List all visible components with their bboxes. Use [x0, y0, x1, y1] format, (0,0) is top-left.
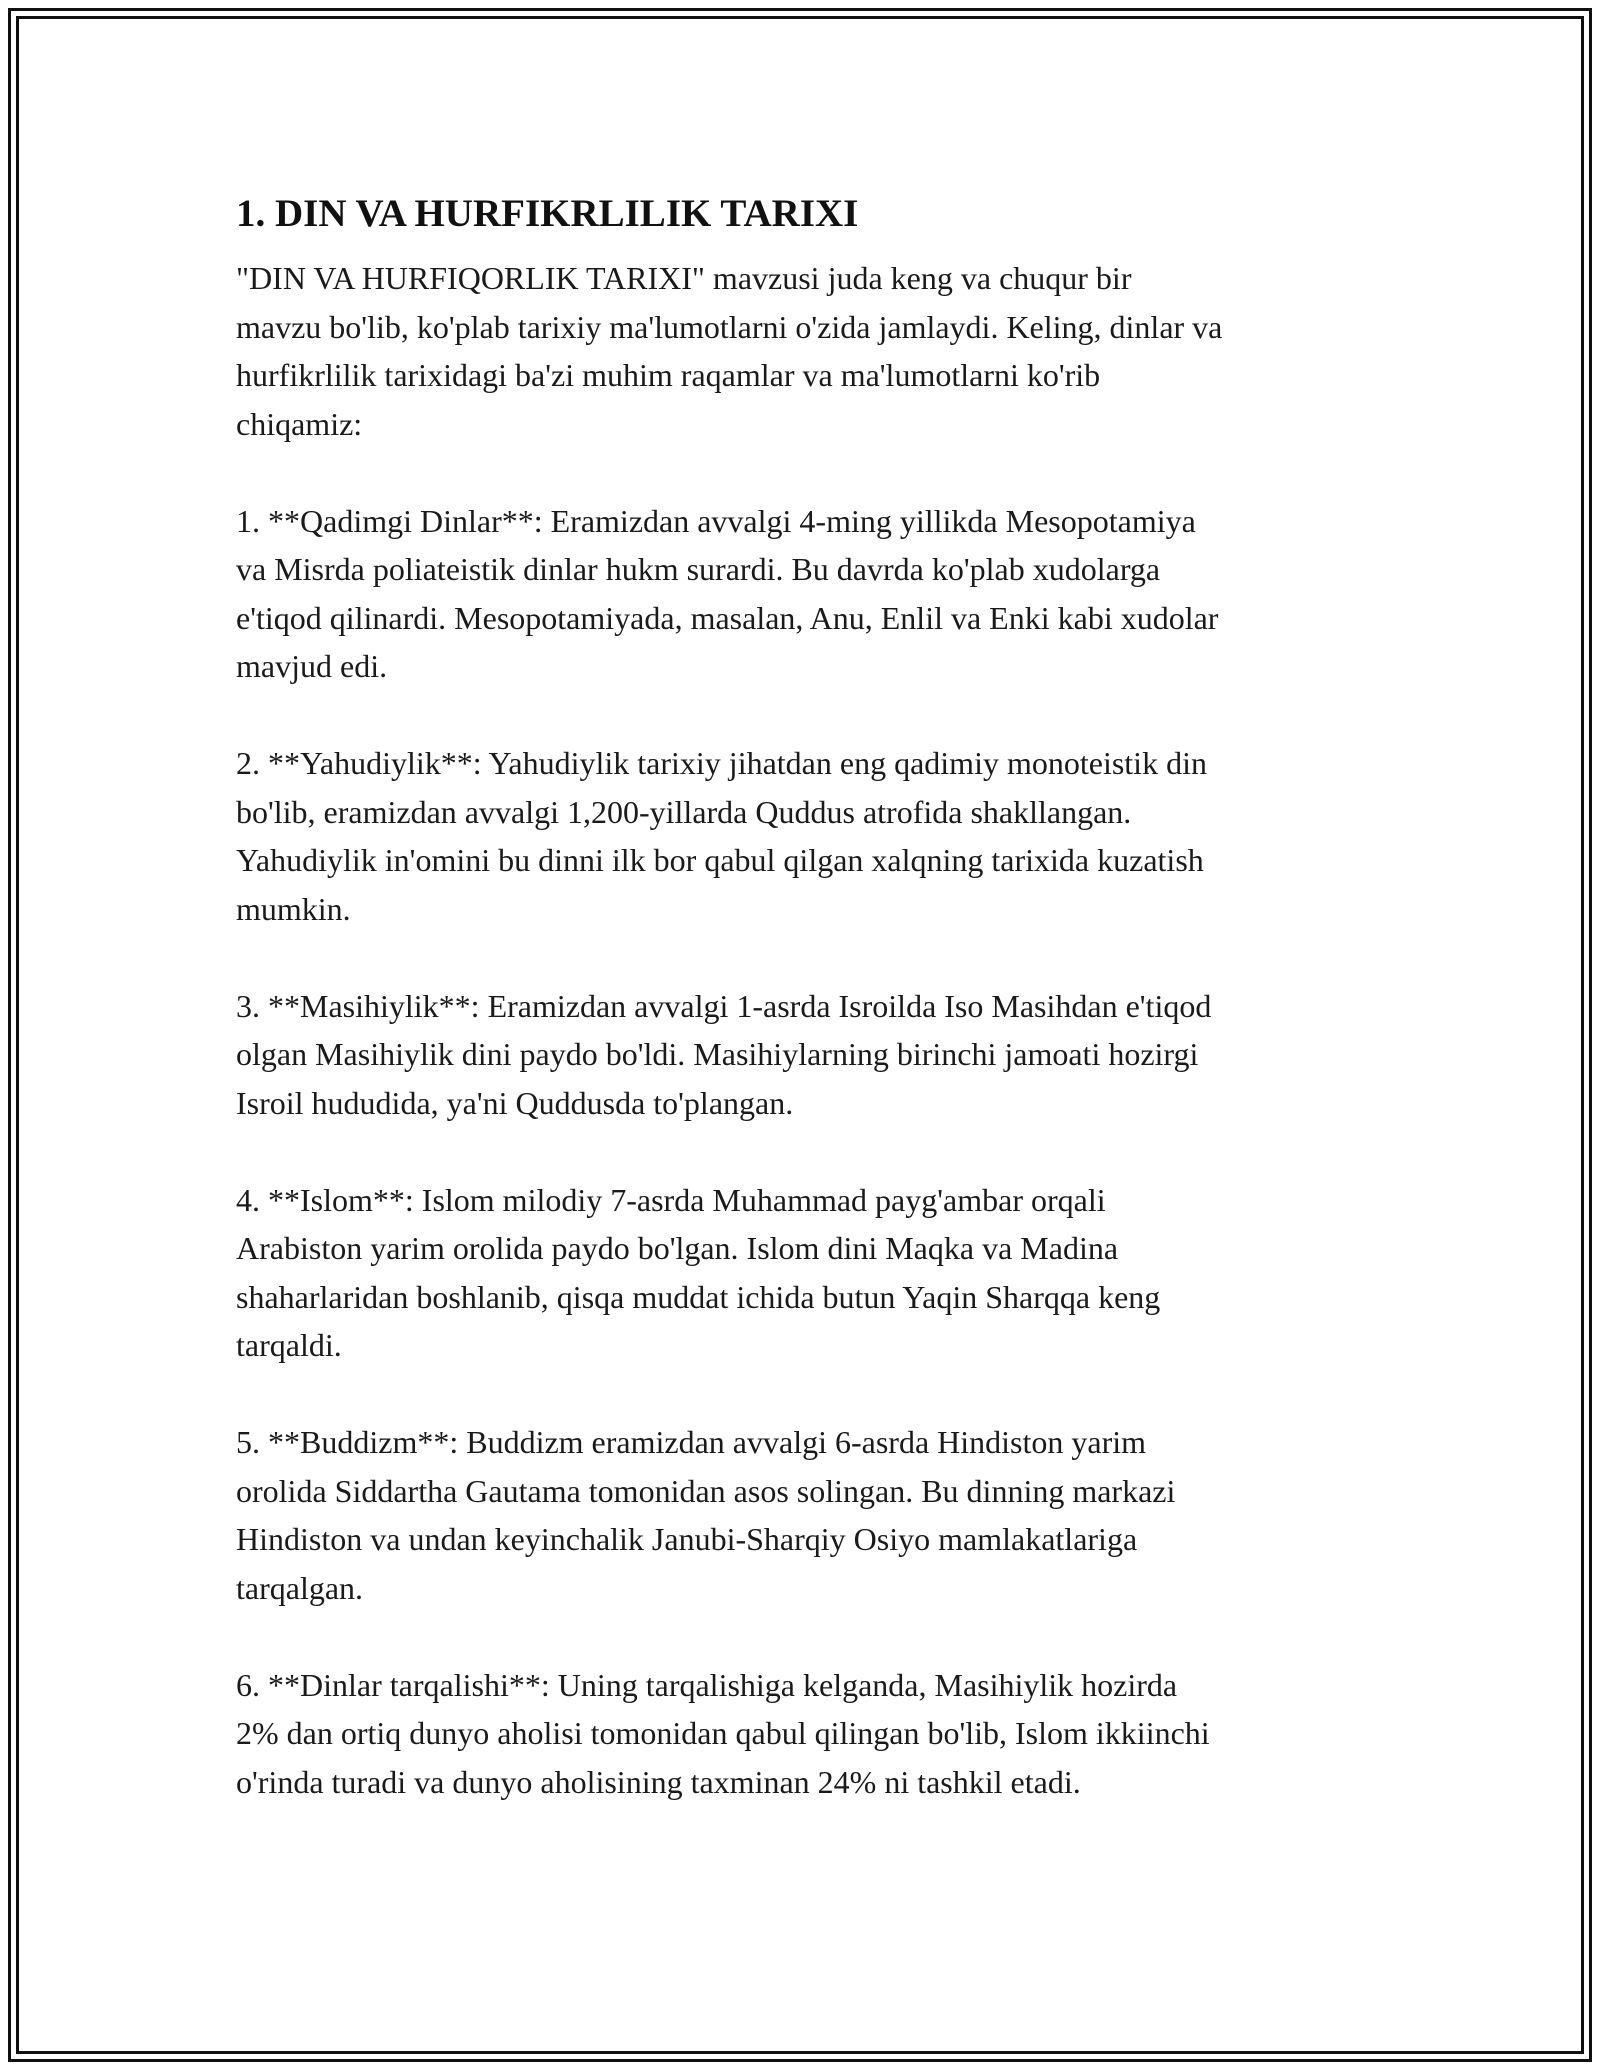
list-item-qadimgi-dinlar: 1. **Qadimgi Dinlar**: Eramizdan avvalgi 4-ming yillikda Mesopotamiya va Misrda poliateistik dinlar hukm surardi. Bu davrda ko'plab xudolarga e'tiqod qilinardi. Mesopotamiyada, masalan, Anu, Enlil va Enki kabi xudolar mavjud edi.: [236, 502, 1219, 684]
list-item-yahudiylik: 2. **Yahudiylik**: Yahudiylik tarixiy jihatdan eng qadimiy monoteistik din bo'lib, eramizdan avvalgi 1,200-yillarda Quddus atrofida shakllangan. Yahudiylik in'omini bu dinni ilk bor qabul qilgan xalqning tarixida kuzatish mumkin.: [236, 745, 1207, 927]
list-item-buddizm: 5. **Buddizm**: Buddizm eramizdan avvalgi 6-asrda Hindiston yarim orolida Siddartha Gautama tomonidan asos solingan. Bu dinning markazi Hindiston va undan keyinchalik Janubi-Sharqiy Osiyo mamlakatlariga tarqalgan.: [236, 1424, 1176, 1606]
intro-paragraph: "DIN VA HURFIQORLIK TARIXI" mavzusi juda keng va chuqur bir mavzu bo'lib, ko'plab tarixiy ma'lumotlarni o'zida jamlaydi. Keling, dinlar va hurfikrlilik tarixidagi ba'zi muhim raqamlar va ma'lumotlarni ko'rib chiqamiz:: [236, 260, 1223, 442]
list-item-masihiylik: 3. **Masihiylik**: Eramizdan avvalgi 1-asrda Isroilda Iso Masihdan e'tiqod olgan Masihiylik dini paydo bo'ldi. Masihiylarning birinchi jamoati hozirgi Isroil hududida, ya'ni Quddusda to'plangan.: [236, 987, 1212, 1121]
document-body: [236, 186, 1386, 1855]
list-item-dinlar-tarqalishi: 6. **Dinlar tarqalishi**: Uning tarqalishiga kelganda, Masihiylik hozirda 2% dan ortiq dunyo aholisi tomonidan qabul qilingan bo'lib, Islom ikkiinchi o'rinda turadi va dunyo aholisining taxminan 24% ni tashkil etadi.: [236, 1666, 1210, 1800]
page-title: 1. DIN VA HURFIKRLILIK TARIXI: [236, 192, 859, 235]
list-item-islom: 4. **Islom**: Islom milodiy 7-asrda Muhammad payg'ambar orqali Arabiston yarim orolida paydo bo'lgan. Islom dini Maqka va Madina shaharlaridan boshlanib, qisqa muddat ichida butun Yaqin Sharqqa keng tarqaldi.: [236, 1181, 1161, 1363]
